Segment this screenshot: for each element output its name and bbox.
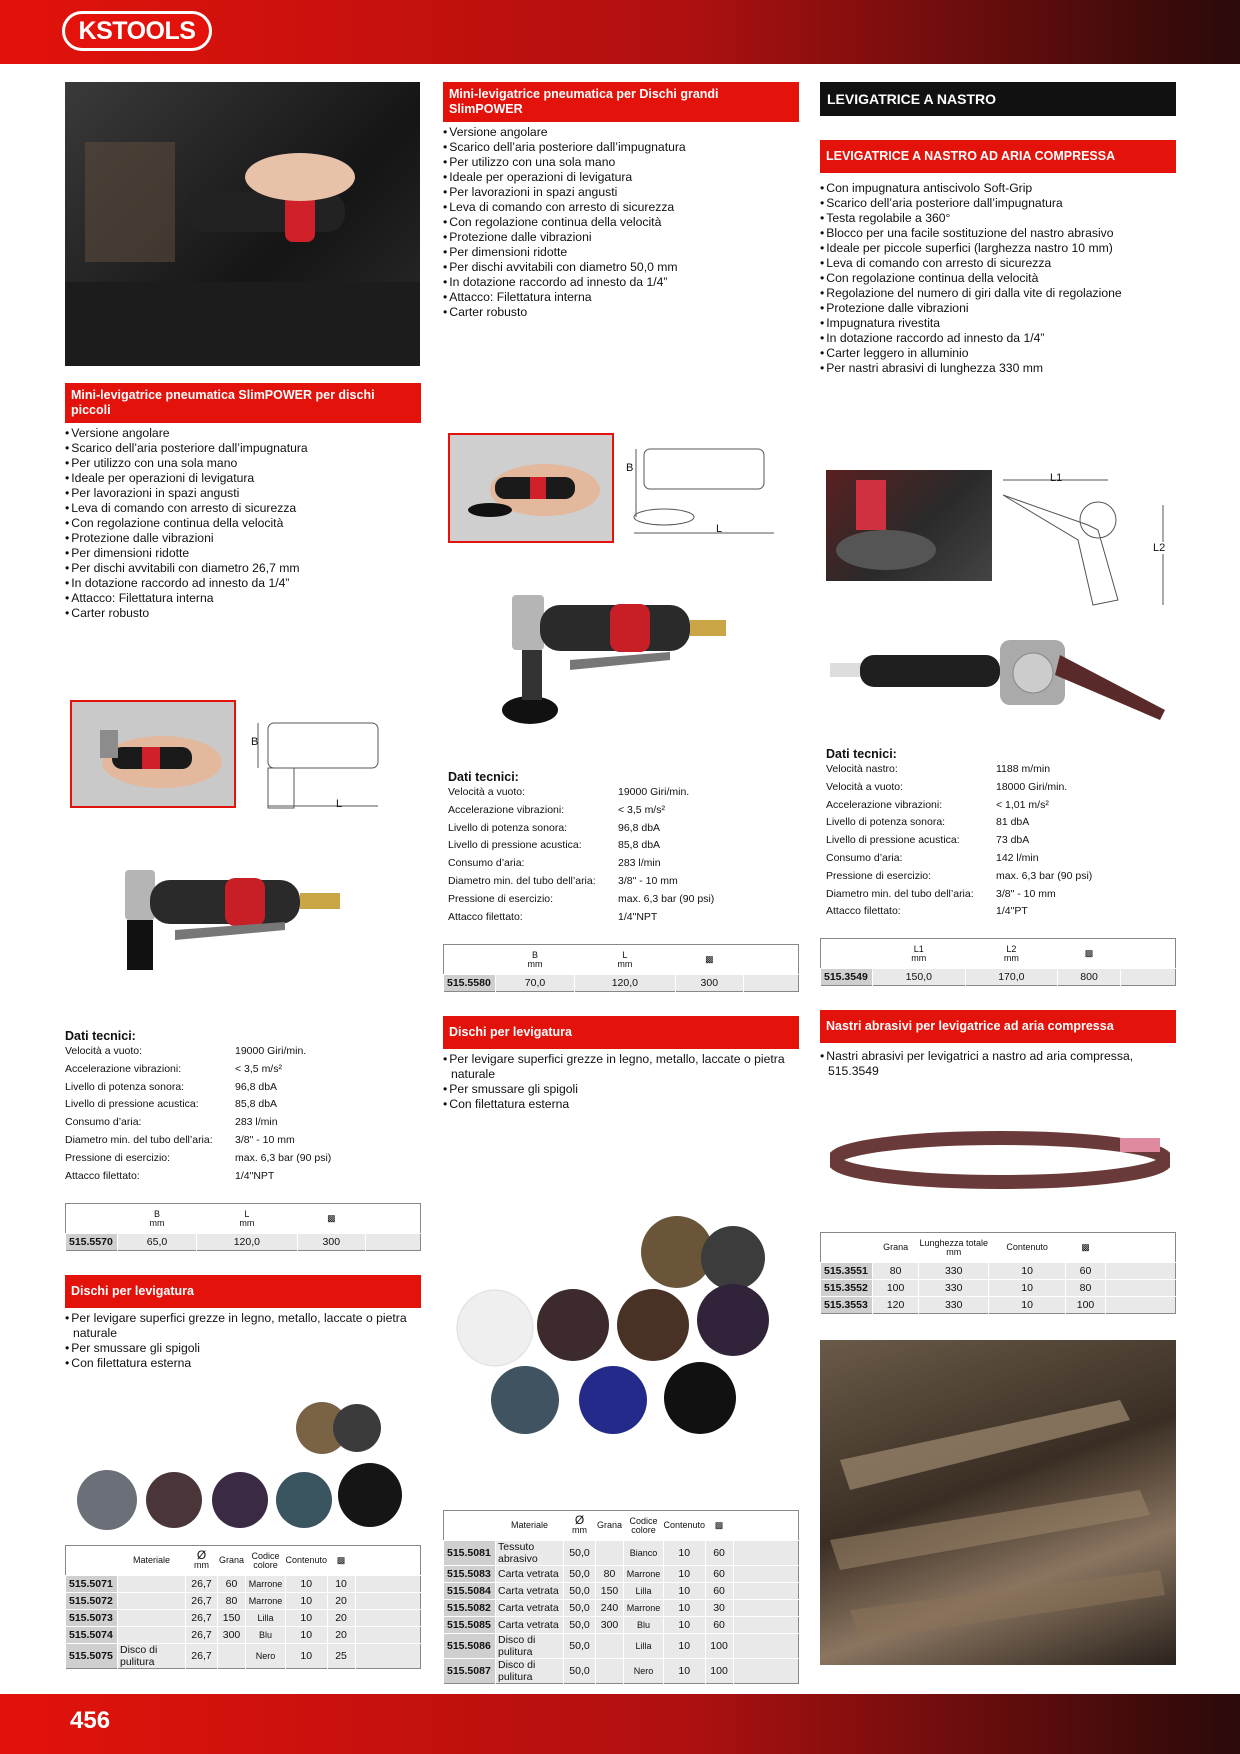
feature-item: • Con regolazione continua della velocità [65, 516, 421, 531]
tech-row [448, 855, 714, 873]
feature-item: • Con regolazione continua della velocità [443, 215, 799, 230]
feature-item: • Protezione dalle vibrazioni [65, 531, 421, 546]
tech-data-table [65, 1043, 331, 1185]
tech-key: Consumo d’aria: [826, 851, 903, 864]
col-header-grana: Grana [596, 1520, 622, 1530]
col-header-codice: Codice colore [251, 1550, 280, 1570]
feature-item: • Versione angolare [65, 426, 421, 441]
table-row: 515.5085 Carta vetrata 50,0 300 Blu 10 60 [444, 1617, 799, 1634]
small-discs-photo [72, 1400, 412, 1535]
tech-row [826, 761, 1092, 779]
table-row: 515.5081 Tessuto abrasivo 50,0 Bianco 10 60 [444, 1541, 799, 1566]
bottom-banner [0, 1694, 1240, 1754]
tech-key: Consumo d’aria: [65, 1116, 142, 1129]
feature-item: • Per smussare gli spigoli [65, 1341, 421, 1356]
feature-item: • Per dischi avvitabili con diametro 50,0 mm [443, 260, 799, 275]
tech-key: Attacco filettato: [65, 1169, 140, 1182]
col-header-codice: Codice colore [629, 1515, 658, 1535]
slimpower-large-title: Mini-levigatrice pneumatica per Dischi grandi SlimPOWER [443, 82, 799, 122]
feature-item: • Per levigare superfici grezze in legno, metallo, laccate o pietra naturale [65, 1311, 421, 1341]
feature-item: • Ideale per piccole superfici (larghezza nastro 10 mm) [820, 241, 1176, 256]
tech-row [448, 784, 714, 802]
belt-sander-features [820, 181, 1176, 376]
tech-key: Livello di potenza sonora: [448, 821, 568, 834]
workshop-photo-grinder [65, 82, 420, 366]
table-row: 515.5084 Carta vetrata 50,0 150 Lilla 10 60 [444, 1583, 799, 1600]
feature-item: • Nastri abrasivi per levigatrici a nastro ad aria compressa, 515.3549 [820, 1049, 1176, 1079]
tech-key: Accelerazione vibrazioni: [65, 1062, 182, 1075]
tech-value: max. 6,3 bar (90 psi) [235, 1151, 332, 1164]
tech-row [65, 1079, 331, 1097]
tech-value: 96,8 dbA [235, 1080, 278, 1093]
tech-key: Velocità nastro: [826, 763, 898, 775]
feature-item: • Con impugnatura antiscivolo Soft-Grip [820, 181, 1176, 196]
feature-item: • Ideale per operazioni di levigatura [443, 170, 799, 185]
feature-item: • Con filettatura esterna [65, 1356, 421, 1371]
tech-value: 19000 Giri/min. [235, 1045, 307, 1057]
tech-value: 283 l/min [235, 1116, 278, 1129]
col-header-contenuto: Contenuto [285, 1555, 328, 1565]
tech-data-title: Dati tecnici: [826, 747, 897, 761]
tech-key: Consumo d’aria: [448, 857, 525, 870]
tech-data-table [826, 761, 1092, 921]
large-grinder-product-photo [500, 590, 740, 730]
col-header-diameter: Ø mm [572, 1513, 587, 1535]
tech-key: Diametro min. del tubo dell’aria: [65, 1133, 213, 1146]
feature-item: • Ideale per operazioni di levigatura [65, 471, 421, 486]
small-grinder-tech-data [65, 1029, 421, 1185]
feature-item: • Per nastri abrasivi di lunghezza 330 mm [820, 361, 1176, 376]
table-row: 515.5071 26,7 60 Marrone 10 10 [66, 1576, 421, 1593]
tech-row [448, 820, 714, 838]
tech-value: 19000 Giri/min. [618, 786, 690, 798]
tech-value: < 1,01 m/s² [996, 798, 1049, 811]
tech-row [448, 802, 714, 820]
discs-small-title: Dischi per levigatura [65, 1275, 421, 1308]
tech-key: Livello di pressione acustica: [448, 839, 582, 852]
tech-key: Pressione di esercizio: [826, 869, 932, 882]
feature-item: • Carter robusto [443, 305, 799, 320]
col-header-materiale: Materiale [510, 1520, 548, 1530]
tech-value: 85,8 dbA [235, 1098, 278, 1111]
table-row: 515.5082 Carta vetrata 50,0 240 Marrone 10 30 [444, 1600, 799, 1617]
col-header-l2: L2 mm [1003, 943, 1019, 963]
brand-logo: KSTOOLS [62, 11, 212, 51]
table-row: 515.5083 Carta vetrata 50,0 80 Marrone 10 60 [444, 1566, 799, 1583]
tech-row [65, 1168, 331, 1186]
table-row: 515.3551 80 330 10 60 [821, 1263, 1176, 1280]
large-discs-table [443, 1510, 799, 1684]
large-grinder-spec-table [443, 944, 799, 992]
tech-key: Diametro min. del tubo dell’aria: [826, 887, 974, 900]
belt-sander-spec-table [820, 938, 1176, 986]
tech-data-title: Dati tecnici: [65, 1029, 136, 1043]
grinder-in-use-icon [65, 82, 420, 366]
tech-row [826, 832, 1092, 850]
col-header-l1: L1 mm [911, 943, 927, 963]
tech-key: Accelerazione vibrazioni: [448, 803, 565, 816]
feature-item: • Per dischi avvitabili con diametro 26,7 mm [65, 561, 421, 576]
table-row: 515.3549 150,0 170,0 800 [821, 969, 1176, 986]
tech-value: 1188 m/min [996, 763, 1051, 775]
tech-value: 73 dbA [996, 834, 1030, 847]
feature-item: • Per levigare superfici grezze in legno, metallo, laccate o pietra naturale [443, 1052, 799, 1082]
tech-row [65, 1096, 331, 1114]
col-header-contenuto: Contenuto [1006, 1242, 1048, 1252]
feature-item: • Per lavorazioni in spazi angusti [65, 486, 421, 501]
tech-value: 85,8 dbA [618, 839, 661, 852]
tech-row [448, 837, 714, 855]
tech-key: Attacco filettato: [826, 905, 901, 918]
feature-item: • Leva di comando con arresto di sicurezza [443, 200, 799, 215]
col-header-grana: Grana [883, 1242, 909, 1252]
belt-sander-title: LEVIGATRICE A NASTRO AD ARIA COMPRESSA [820, 140, 1176, 173]
belts-features [820, 1049, 1176, 1079]
feature-item: • Con regolazione continua della velocità [820, 271, 1176, 286]
col-header-l: L mm [239, 1208, 255, 1228]
tech-value: 18000 Giri/min. [996, 780, 1068, 793]
tech-row [65, 1061, 331, 1079]
col-header-diameter: Ø mm [194, 1548, 209, 1570]
tech-value: 1/4"PT [996, 905, 1028, 918]
small-discs-table [65, 1545, 421, 1669]
tech-value: 142 l/min [996, 851, 1039, 864]
large-discs-photo [455, 1210, 795, 1435]
tech-row [826, 903, 1092, 921]
tech-row [826, 886, 1092, 904]
tech-row [448, 909, 714, 927]
col-header-b: B mm [149, 1208, 165, 1228]
tech-value: 3/8" - 10 mm [996, 887, 1056, 900]
tech-row [826, 850, 1092, 868]
small-grinder-product-photo [115, 860, 355, 1005]
col-header-lunghezza: Lunghezza totale mm [919, 1237, 988, 1257]
tech-row [826, 868, 1092, 886]
weight-icon: ▩ [327, 1213, 336, 1223]
table-row: 515.5074 26,7 300 Blu 10 20 [66, 1627, 421, 1644]
tech-key: Pressione di esercizio: [65, 1151, 171, 1164]
tech-value: 96,8 dbA [618, 821, 661, 834]
table-row: 515.5073 26,7 150 Lilla 10 20 [66, 1610, 421, 1627]
tech-key: Livello di pressione acustica: [826, 834, 960, 847]
dim-label-b: B [626, 462, 634, 474]
feature-item: • Per lavorazioni in spazi angusti [443, 185, 799, 200]
tech-value: 1/4"NPT [618, 910, 658, 923]
weight-icon: ▩ [1084, 948, 1094, 958]
table-row: 515.3553 120 330 10 100 [821, 1297, 1176, 1314]
feature-item: • Protezione dalle vibrazioni [443, 230, 799, 245]
feature-item: • Leva di comando con arresto di sicurezza [65, 501, 421, 516]
table-row: 515.5580 70,0 120,0 300 [444, 975, 799, 992]
feature-item: • Attacco: Filettatura interna [65, 591, 421, 606]
large-grinder-hand-photo [448, 433, 614, 543]
col-header-grana: Grana [218, 1555, 244, 1565]
belts-table [820, 1232, 1176, 1314]
discs-large-features [443, 1052, 799, 1112]
weight-icon: ▩ [705, 954, 714, 964]
feature-item: • Blocco per una facile sostituzione del nastro abrasivo [820, 226, 1176, 241]
table-row: 515.5087 Disco di pulitura 50,0 Nero 10 100 [444, 1659, 799, 1684]
tech-row [448, 873, 714, 891]
belt-sander-product-photo [830, 615, 1170, 725]
discs-large-section [443, 1016, 799, 1112]
col-header-materiale: Materiale [132, 1555, 170, 1565]
tech-key: Diametro min. del tubo dell’aria: [448, 874, 596, 887]
feature-item: • Leva di comando con arresto di sicurezza [820, 256, 1176, 271]
table-row: 515.3552 100 330 10 80 [821, 1280, 1176, 1297]
feature-item: • Per dimensioni ridotte [65, 546, 421, 561]
feature-item: • Attacco: Filettatura interna [443, 290, 799, 305]
tech-key: Velocità a vuoto: [448, 786, 526, 798]
tech-key: Livello di pressione acustica: [65, 1098, 199, 1111]
slimpower-large-features [443, 125, 799, 320]
tech-data-table [448, 784, 714, 926]
belt-sander-section [820, 82, 1176, 376]
feature-item: • Impugnatura rivestita [820, 316, 1176, 331]
tech-row [65, 1114, 331, 1132]
feature-item: • Scarico dell’aria posteriore dall’impugnatura [65, 441, 421, 456]
tech-row [65, 1043, 331, 1061]
page-number: 456 [70, 1707, 111, 1734]
tech-row [65, 1132, 331, 1150]
col-header-b: B mm [527, 949, 543, 969]
feature-item: • Scarico dell’aria posteriore dall’impugnatura [443, 140, 799, 155]
tech-key: Accelerazione vibrazioni: [826, 798, 943, 811]
tech-row [826, 814, 1092, 832]
tech-key: Livello di potenza sonora: [826, 816, 946, 829]
feature-item: • Versione angolare [443, 125, 799, 140]
weight-icon: ▩ [336, 1555, 346, 1565]
dim-label-l1: L1 [1050, 472, 1063, 484]
belt-sander-tech-data [826, 747, 1182, 921]
table-row: 515.5075 Disco di pulitura 26,7 Nero 10 25 [66, 1644, 421, 1669]
large-grinder-dimension-drawing [624, 437, 794, 542]
large-grinder-tech-data [448, 770, 804, 926]
feature-item: • In dotazione raccordo ad innesto da 1/4” [820, 331, 1176, 346]
discs-small-section [65, 1275, 421, 1371]
tech-row [826, 779, 1092, 797]
dim-label-l: L [336, 798, 343, 810]
dim-label-b: B [251, 736, 259, 748]
tech-value: 3/8" - 10 mm [618, 874, 678, 887]
tech-key: Attacco filettato: [448, 910, 523, 923]
tech-value: 283 l/min [618, 857, 661, 870]
feature-item: • Per smussare gli spigoli [443, 1082, 799, 1097]
tech-data-title: Dati tecnici: [448, 770, 519, 784]
table-row: 515.5086 Disco di pulitura 50,0 Lilla 10 100 [444, 1634, 799, 1659]
tech-row [826, 797, 1092, 815]
belts-title: Nastri abrasivi per levigatrice ad aria compressa [820, 1010, 1176, 1043]
workshop-tools-photo [820, 1340, 1176, 1665]
abrasive-belt-photo [830, 1130, 1170, 1190]
slimpower-large-section [443, 82, 799, 320]
slimpower-small-title: Mini-levigatrice pneumatica SlimPOWER per dischi piccoli [65, 383, 421, 423]
tech-key: Velocità a vuoto: [826, 780, 904, 793]
tech-value: 3/8" - 10 mm [235, 1133, 295, 1146]
feature-item: • Protezione dalle vibrazioni [820, 301, 1176, 316]
tech-value: max. 6,3 bar (90 psi) [618, 892, 715, 905]
feature-item: • Per utilizzo con una sola mano [443, 155, 799, 170]
belts-section [820, 1010, 1176, 1079]
dim-label-l: L [716, 523, 723, 535]
feature-item: • Carter leggero in alluminio [820, 346, 1176, 361]
feature-item: • Per utilizzo con una sola mano [65, 456, 421, 471]
tech-value: max. 6,3 bar (90 psi) [996, 869, 1093, 882]
feature-item: • Con filettatura esterna [443, 1097, 799, 1112]
small-grinder-hand-photo [70, 700, 236, 808]
col-header-l: L mm [617, 949, 633, 969]
small-grinder-spec-table [65, 1203, 421, 1251]
slimpower-small-section [65, 383, 421, 621]
feature-item: • Scarico dell’aria posteriore dall’impugnatura [820, 196, 1176, 211]
weight-icon: ▩ [1081, 1242, 1090, 1252]
tech-row [448, 891, 714, 909]
feature-item: • Regolazione del numero di giri dalla vite di regolazione [820, 286, 1176, 301]
tech-key: Pressione di esercizio: [448, 892, 554, 905]
col-header-contenuto: Contenuto [663, 1520, 706, 1530]
discs-large-title: Dischi per levigatura [443, 1016, 799, 1049]
tech-value: 1/4"NPT [235, 1169, 275, 1182]
belt-sander-dimension-drawing [998, 470, 1173, 615]
small-grinder-dimension-drawing [248, 698, 418, 816]
table-row: 515.5570 65,0 120,0 300 [66, 1234, 421, 1251]
tech-value: < 3,5 m/s² [235, 1062, 282, 1075]
feature-item: • Per dimensioni ridotte [443, 245, 799, 260]
tech-value: < 3,5 m/s² [618, 803, 665, 816]
tech-key: Livello di potenza sonora: [65, 1080, 185, 1093]
tech-key: Velocità a vuoto: [65, 1045, 143, 1057]
feature-item: • In dotazione raccordo ad innesto da 1/4” [65, 576, 421, 591]
tech-row [65, 1150, 331, 1168]
feature-item: • Carter robusto [65, 606, 421, 621]
belt-sander-section-title: LEVIGATRICE A NASTRO [820, 82, 1176, 116]
tech-value: 81 dbA [996, 816, 1030, 829]
feature-item: • In dotazione raccordo ad innesto da 1/4” [443, 275, 799, 290]
table-row: 515.5072 26,7 80 Marrone 10 20 [66, 1593, 421, 1610]
top-banner [0, 0, 1240, 64]
slimpower-small-features [65, 426, 421, 621]
belt-sander-in-use-photo [826, 470, 992, 581]
weight-icon: ▩ [714, 1520, 724, 1530]
discs-small-features [65, 1311, 421, 1371]
dim-label-l2: L2 [1153, 542, 1166, 554]
feature-item: • Testa regolabile a 360° [820, 211, 1176, 226]
